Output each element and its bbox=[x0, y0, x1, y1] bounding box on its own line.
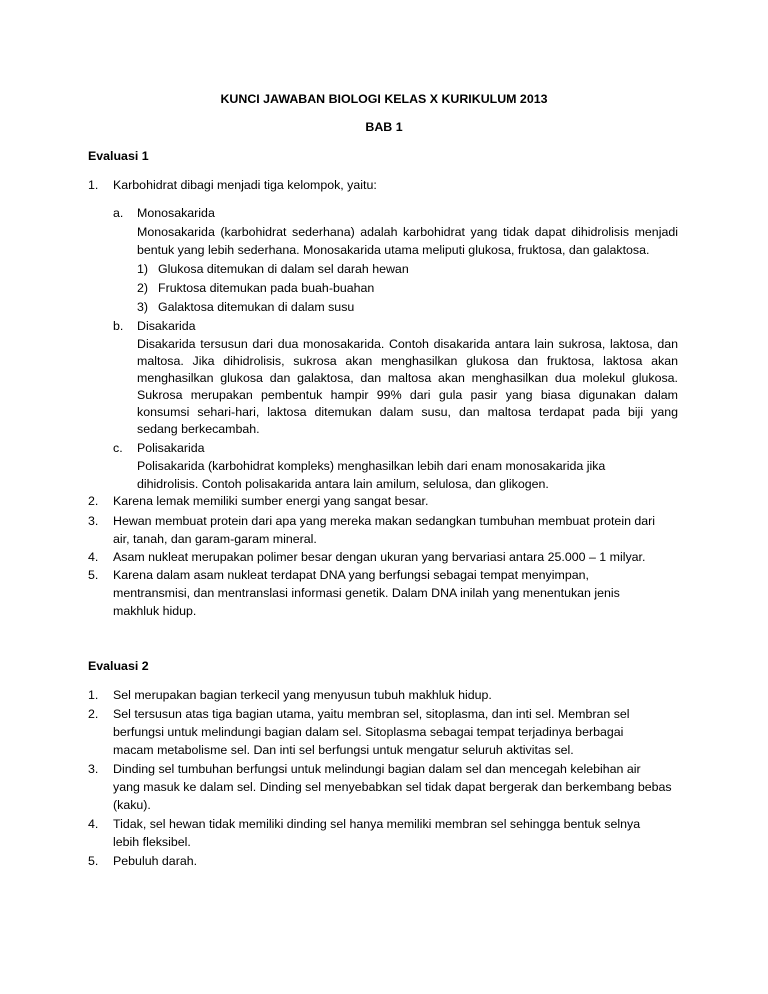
list-item-text: Sel tersusun atas tiga bagian utama, yaitu membran sel, sitoplasma, dan inti sel. Membran sel bbox=[113, 707, 630, 721]
list-number: 4. bbox=[88, 817, 99, 831]
list-number: 1. bbox=[88, 178, 99, 192]
list-item-text: yang masuk ke dalam sel. Dinding sel menyebabkan sel tidak dapat bergerak dan berkembang bebas bbox=[113, 780, 672, 794]
sublist-title: Monosakarida bbox=[137, 206, 215, 220]
list-item-text: Tidak, sel hewan tidak memiliki dinding sel hanya memiliki membran sel sehingga bentuk selnya bbox=[113, 817, 641, 831]
list-number: 3. bbox=[88, 762, 99, 776]
paragraph-line: Monosakarida (karbohidrat sederhana) adalah karbohidrat yang tidak dapat dihidrolisis menjadi bbox=[137, 225, 678, 239]
list-item-text: makhluk hidup. bbox=[113, 604, 197, 618]
list-number: 2. bbox=[88, 494, 99, 508]
section-heading-evaluasi-1: Evaluasi 1 bbox=[88, 149, 149, 163]
list-item-text: Pebuluh darah. bbox=[113, 854, 198, 868]
list-number: 5. bbox=[88, 568, 99, 582]
paragraph-line: Polisakarida (karbohidrat kompleks) menghasilkan lebih dari enam monosakarida jika bbox=[137, 459, 606, 473]
list-number: 4. bbox=[88, 550, 99, 564]
list-item-text: macam metabolisme sel. Dan inti sel berfungsi untuk mengatur seluruh aktivitas sel. bbox=[113, 743, 574, 757]
document-title: KUNCI JAWABAN BIOLOGI KELAS X KURIKULUM 2013 bbox=[220, 92, 548, 106]
nested-list-number: 3) bbox=[137, 300, 149, 314]
list-item-text: berfungsi untuk melindungi bagian dalam sel. Sitoplasma sebagai tempat terjadinya berbagai bbox=[113, 725, 624, 739]
list-number: 1. bbox=[88, 688, 99, 702]
paragraph-line: maltosa. Jika dihidrolisis, sukrosa akan menghasilkan glukosa dan fruktosa, laktosa akan bbox=[137, 354, 678, 368]
paragraph-line: konsumsi sehari-hari, laktosa ditemukan dalam susu, dan maltosa terdapat pada biji yang bbox=[137, 405, 678, 419]
list-item-text: Karena lemak memiliki sumber energi yang sangat besar. bbox=[113, 494, 429, 508]
paragraph-line: Sukrosa merupakan pembentuk hampir 99% dari gula pasir yang biasa digunakan dalam bbox=[137, 388, 678, 402]
list-number: 5. bbox=[88, 854, 99, 868]
nested-list-text: Glukosa ditemukan di dalam sel darah hewan bbox=[158, 262, 409, 276]
nested-list-number: 1) bbox=[137, 262, 149, 276]
list-item-text: Sel merupakan bagian terkecil yang menyusun tubuh makhluk hidup. bbox=[113, 688, 492, 702]
paragraph-line: dihidrolisis. Contoh polisakarida antara lain amilum, selulosa, dan glikogen. bbox=[137, 477, 549, 491]
sublist-label: c. bbox=[113, 441, 123, 455]
list-item-text: Asam nukleat merupakan polimer besar dengan ukuran yang bervariasi antara 25.000 – 1 milyar. bbox=[113, 550, 646, 564]
paragraph-line: menghasilkan glukosa dan galaktosa, dan maltosa akan menghasilkan dua molekul glukosa. bbox=[137, 371, 678, 385]
list-item-text: air, tanah, dan garam-garam mineral. bbox=[113, 532, 317, 546]
list-item-text: Hewan membuat protein dari apa yang mereka makan sedangkan tumbuhan membuat protein dari bbox=[113, 514, 656, 528]
list-item-text: Karena dalam asam nukleat terdapat DNA yang berfungsi sebagai tempat menyimpan, bbox=[113, 568, 589, 582]
sublist-label: b. bbox=[113, 319, 124, 333]
list-item-text: Karbohidrat dibagi menjadi tiga kelompok, yaitu: bbox=[113, 178, 377, 192]
list-item-text: lebih fleksibel. bbox=[113, 835, 191, 849]
list-item-text: mentransmisi, dan mentranslasi informasi genetik. Dalam DNA inilah yang menentukan jenis bbox=[113, 586, 620, 600]
section-heading-evaluasi-2: Evaluasi 2 bbox=[88, 659, 149, 673]
sublist-title: Disakarida bbox=[137, 319, 196, 333]
sublist-label: a. bbox=[113, 206, 124, 220]
paragraph-line: Disakarida tersusun dari dua monosakarida. Contoh disakarida antara lain sukrosa, laktosa, dan bbox=[137, 337, 678, 351]
nested-list-text: Fruktosa ditemukan pada buah-buahan bbox=[158, 281, 375, 295]
list-number: 3. bbox=[88, 514, 99, 528]
chapter-heading: BAB 1 bbox=[365, 120, 403, 134]
list-item-text: (kaku). bbox=[113, 798, 151, 812]
paragraph-line: bentuk yang lebih sederhana. Monosakarida utama meliputi glukosa, fruktosa, dan galaktosa. bbox=[137, 243, 650, 257]
paragraph-line: sedang berkecambah. bbox=[137, 422, 260, 436]
nested-list-text: Galaktosa ditemukan di dalam susu bbox=[158, 300, 355, 314]
nested-list-number: 2) bbox=[137, 281, 149, 295]
list-number: 2. bbox=[88, 707, 99, 721]
sublist-title: Polisakarida bbox=[137, 441, 205, 455]
list-item-text: Dinding sel tumbuhan berfungsi untuk melindungi bagian dalam sel dan mencegah kelebihan air bbox=[113, 762, 641, 776]
